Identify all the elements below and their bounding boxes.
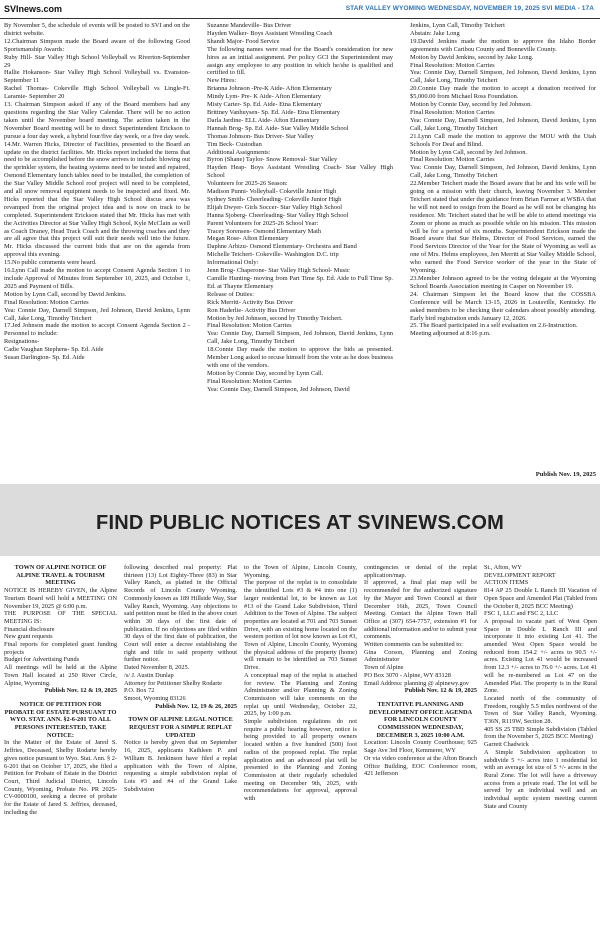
notice-column-4 [364, 564, 477, 778]
minutes-paragraph: Thomas Johnson- Bus Driver- Star Valley [207, 132, 314, 140]
minutes-paragraph: Final Resolution: Motion Carries [410, 108, 495, 116]
minutes-paragraph: 15.No public comments were heard. [4, 259, 97, 267]
notice-body: Financial disclosure [4, 625, 55, 633]
minutes-paragraph: Michelle Teichert- Cokeville- Washington D.C. trip [207, 251, 339, 259]
minutes-paragraph: Final Resolution: Motion Carries [410, 156, 495, 164]
notice-body: contingencies or denial of the replat application/map. [364, 564, 477, 579]
minutes-paragraph: 23.Member Johnson agreed to be the voting delegate at the Wyoming School Boards Association meeting in Casper on November 19. [410, 275, 596, 290]
minutes-paragraph: 21.Lynn Call made the motion to approve the MOU with the Utah Schools For Deaf and Blind. [410, 132, 596, 148]
minutes-paragraph: Motion by Connie Day, second by Jed Johnson. [410, 101, 532, 109]
board-minutes [4, 22, 596, 482]
notice-body: A Simple Subdivision application to subdivide 5 +/- acres into 1 residential lot with an average lot size of 5 +/- acres in the Rural Zone. The lot will have a driveway access from a private road. The lot will be served by an individual well and an individual septic system meeting current State and County [484, 748, 597, 810]
minutes-paragraph: The following names were read for the Board's consideration for new hires as an initial assignment. Per policy GCI the Superintendent may assign any employee to any position in which he/she is qualified and certified to fill. [207, 45, 393, 77]
minutes-paragraph: Final Resolution: Motion Carries [410, 61, 495, 69]
minutes-paragraph: Suzanne Mandeville- Bus Driver [207, 22, 292, 29]
notice-body: If approved, a final plat map will be recommended for the authorized signature by the Mayor and Town Council at their December 16th, 2025, Town Council Meeting. Contact the Alpine Town Hall Office at (307) 654-7757, extension #1 for additional information and/or to submit your comments. [364, 579, 477, 641]
notice-body: In the Matter of the Estate of Jared S. Jeffries, Deceased, Shelby Rodarte hereby gives notice pursuant to Wyo. Stat. Ann. § 2-6-201 that on October 17, 2025, she filed a Petition for Probate of Estate in the District Court, Third Judicial District, Lincoln County, Wyoming, Probate No. PR 2025-CV-0000100, seeking a decree of probate for the Estate of Jared S. Jeffries, deceased, including the [4, 739, 118, 816]
minutes-paragraph: Darla Jardine- ELL Aide- Afton Elementary [207, 116, 320, 124]
page-dateline: STAR VALLEY WYOMING WEDNESDAY, NOVEMBER 19, 2025 SVI MEDIA - 17A [345, 5, 594, 12]
minutes-paragraph: Tracey Sorensen- Osmond Elementary Math [207, 227, 322, 235]
minutes-paragraph: Resignations- [4, 338, 40, 346]
minutes-paragraph: Ruby Hill- Star Valley High School Volleyball vs Riverton-September 29 [4, 53, 190, 69]
notice-line: /s/ J. Austin Dunlap [124, 671, 174, 679]
minutes-paragraph: 16.Lynn Call made the motion to accept Consent Agenda Section 1 to include Approval of Minutes from September 10, 2025, and October 1, 2025 and Payment of Bills. [4, 267, 190, 290]
notice-body: New grant requests [4, 633, 53, 641]
notice-body: 814 AP 25 Double L Ranch III Vacation of Open Space and Amended Plat (Tabled from the October 8, 2025 BCC Meeting) [484, 587, 597, 610]
minutes-paragraph: Yea: Connie Day, Darnell Simpson, Jed Johnson, David Jenkins, Lynn Call, Jake Long, Timothy Teichert [410, 116, 596, 132]
publish-line: Publish Nov. 12, 19 & 26, 2025 [155, 702, 237, 710]
minutes-paragraph: Misty Carter- Sp. Ed. Aide- Etna Elementary [207, 101, 322, 109]
notice-body: Simple subdivision regulations do not require a public hearing however, notice is being provided to all property owners located within a five hundred (500) foot radius of the proposed replat. The replat application and an advanced plat will be presented to the Planning and Zoning Commission at their regularly scheduled meeting on December 9th, 2025, with recommendations for approval, approval with [244, 718, 357, 803]
minutes-paragraph: Informational Only: [207, 259, 259, 267]
minutes-paragraph: Susan Darlington- Sp. Ed. Aide [4, 354, 85, 362]
minutes-paragraph: Volunteers for 2025-26 Season: [207, 180, 288, 188]
minutes-paragraph: Hannah Brog- Sp. Ed. Aide- Star Valley Middle School [207, 124, 349, 132]
notice-body: Budget for Advertising Funds [4, 656, 80, 664]
minutes-paragraph: Yea: Connie Day, Darnell Simpson, Jed Johnson, David Jenkins, Lynn Call, Jake Long, Timothy Teichert [410, 164, 596, 180]
minutes-paragraph: 19.David Jenkins made the motion to approve the Idaho Border agreements with Caribou County and Bonneville County. [410, 37, 596, 53]
publish-line: Publish Nov. 12 & 19, 2025 [404, 687, 477, 695]
minutes-paragraph: Yea: Connie Day, Darnell Simpson, Jed Johnson, David Jenkins, Lynn Call, Jake Long, Timothy Teichert [207, 330, 393, 346]
minutes-paragraph: Yea: Connie Day, Darnell Simpson, Jed Johnson, David Jenkins, Lynn Call, Jake Long, Timothy Teichert [410, 69, 596, 85]
minutes-paragraph: Abstain: Jake Long [410, 29, 460, 37]
notice-body: 405 SS 25 TBD Simple Subdivision (Tabled from the November 5, 2025 BCC Meeting) [484, 725, 597, 741]
notice-body: The purpose of the replat is to consolidate the identified Lots #3 & #4 into one (1) larger residential lot, to be known as Lot #13 of the Grand Lake Subdivision, Third Addition to the Town of Alpine. The subject properties are located at 701 and 703 Sunset Drive, with an existing home located on the western portion of lot now known as Lot #3, Town of Alpine, Lincoln County, Wyoming the physical address of the property (home) will remain to be identified as 703 Sunset Drive. [244, 579, 357, 672]
minutes-paragraph: Madison Punni- Volleyball- Cokeville Junior High [207, 188, 337, 196]
notice-body: All meetings will be held at the Alpine Town Hall located at 250 River Circle, Alpine, Wyoming. [4, 664, 117, 687]
minutes-paragraph: Motion by Jed Johnson, second by Timothy Teichert. [207, 314, 343, 322]
minutes-paragraph: Ron Haderlie- Activity Bus Driver [207, 306, 296, 314]
minutes-paragraph: Megan Rose- Afton Elementary [207, 235, 289, 243]
minutes-paragraph: Jenkins, Lynn Call, Timothy Teichert [410, 22, 505, 29]
notice-line: St., Afton, WY [484, 564, 522, 571]
notice-body: Written comments can be submitted to: [364, 641, 463, 649]
minutes-paragraph: Brianna Johnson -Pre-K Aide- Afton Elementary [207, 85, 332, 93]
minutes-paragraph: Daphne Arbizu- Osmond Elementary- Orchestra and Band [207, 243, 357, 251]
notice-title: NOTICE OF PETITION FOR PROBATE OF ESTATE PURSUANT TO WYO. STAT. ANN. §2-6-201 TO ALL PERSONS INTERESTED, TAKE NOTICE: [4, 700, 117, 739]
notice-body: Final reports for completed grant funding projects [4, 641, 117, 656]
minutes-paragraph: Hayden Heap- Boys Assistant Wrestling Coach- Star Valley High School [207, 164, 393, 180]
notice-body: NOTICE IS HEREBY GIVEN, the Alpine Tourism Board will hold a MEETING ON November 19, 2025 @ 6:00 p.m. [4, 587, 117, 610]
minutes-paragraph: Motion by David Jenkins, second by Jake Long. [410, 53, 534, 61]
minutes-paragraph: 13. Chairman Simpson asked if any of the Board members had any questions regarding the Star Valley Calendar. There will be no action taken until the November board meeting. The action taken in the November Board meeting will be to direct Superintendent Erickson to pursue a four day week, a hybrid four/five day week, or a five day week. [4, 101, 190, 140]
notice-line: PO Box 3070 - Alpine, WY 83128 [364, 671, 451, 679]
minutes-paragraph: 25. The Board participated in a self evaluation on 2.6-Instruction. [410, 322, 578, 330]
minutes-paragraph: Cadie Vaughan Stephens- Sp. Ed. Aide [4, 346, 104, 354]
minutes-column-1 [4, 22, 190, 362]
notice-line: ACTION ITEMS [484, 579, 529, 587]
minutes-paragraph: 22.Member Teichert made the Board aware that he and his wife will be going on a mission with their church, leaving November 3. Member Teichert stated that under the guidance from Brian Farmer at WSBA that he will not need to resign from the Board as he will not be changing his residence. Mr. Teichert stated that he will be able to attend meetings via Zoom or phone as much as possible while on his mission. This mission will be for a period of six months. Superintendent Erickson made the Board aware that Sue Helms, Director of Food Services, earned the Food Services Director of the Year for the State of Wyoming as well as one of Mrs. Helms employees, Jen Merritt at Star Valley Middle School, who earned the Food Service worker of the year in the State of Wyoming. [410, 180, 596, 275]
minutes-paragraph: 24. Chairman Simpson let the Board know that the COSSBA Conference will be March 13-15, 2026 in Louisville, Kentucky. He asked members to be checking their calendars about possibly attending. Early bird registration ends January 12, 2026. [410, 290, 596, 322]
notice-body: Located north of the community of Freedom, roughly 5.5 miles northwest of the Town of Star Valley Ranch, Wyoming. T36N, R119W, Section 28. [484, 694, 597, 726]
minutes-paragraph: Additional Assignments: [207, 148, 271, 156]
minutes-paragraph: 14.Mr. Warren Hicks, Director of Facilities, presented to the Board an update on the district facilities. Mr. Hicks report included the items that need to be accomplished before the snow arrives to include: blowing out the sprinkler system, the heating systems need to be tested and repaired, Osmond Elementary lunch tables need to be installed, the completion of the Star Valley Middle School roof project will need to be completed, and all snow removal equipment needs to be inspected and fixed. Mr. Hicks reported that the Star Valley High School discus area was revamped from the original project idea and is now on track to be completed. Superintendent Erickson stated that Mr. Hicks has met with the Activities Director at Star Valley High School, Kyle McClain as well as Coach Draney, Head Track Coach and the throwing coaches and they are all agree that this project will suit their needs well into the future. Mr. Hicks discussed the current bids that are on the agenda from approval this evening. [4, 140, 190, 259]
notice-body: following described real property: Plat thirteen (13) Lot Eighty-Three (83) in Star Valley Ranch, as platted in the Official Records of Lincoln County Wyoming. Commonly known as 189 Hillside Way, Star Valley Ranch, Wyoming. Any objections to said petition must be filed in the above court within 30 days of the first date of publication. If no objections are filed within 30 days of the first date of publication, the Court will enter a decree establishing the right and title to said property without further notice. [124, 564, 237, 664]
minutes-paragraph: 20.Connie Day made the motion to accept a donation received for $5,000.00 from Michael Ross Foundation. [410, 85, 596, 101]
minutes-paragraph: By November 5, the schedule of events will be posted to SVI and on the district website. [4, 22, 190, 37]
page-header [0, 0, 600, 20]
minutes-paragraph: Tim Beck- Custodian [207, 140, 262, 148]
publish-line: Publish Nov. 12 & 19, 2025 [44, 687, 117, 695]
notice-line: Smoot, Wyoming 83126 [124, 694, 186, 702]
minutes-paragraph: New Hires: [207, 77, 237, 85]
notice-body: A proposal to vacate part of West Open Space in Double L Ranch III and incorporate it into existing Lot 41. The amended West Open Space would be reduced from 154.2 +/- acres to 90.5 +/- acres. Existing Lot 41 would be increased from 12.3 +/- acres to 76.0 +/- acres. Lot 41 will be re-numbered as Lot 47 on the Amended Plat. The property is in the Rural Zone. [484, 617, 597, 695]
minutes-paragraph: Yea: Connie Day, Darnell Simpson, Jed Johnson, David [207, 385, 350, 393]
minutes-paragraph: Final Resolution: Motion Carries [207, 377, 292, 385]
minutes-paragraph: Rick Merritt- Activity Bus Driver [207, 298, 293, 306]
notice-line: DEVELOPMENT REPORT [484, 571, 556, 579]
notice-body: A conceptual map of the replat is attached for review. The Planning and Zoning Administrator and/or Planning & Zoning Commission will take comments on the replat up until Wednesday, October 22, 2025, by 1:00 p.m. [244, 671, 357, 718]
legal-notices [4, 564, 596, 924]
minutes-paragraph: Parent Volunteers for 2025-26 School Year: [207, 219, 319, 227]
notice-column-5 [484, 564, 597, 811]
notice-line: FSC 1, LLC and FSC 2, LLC [484, 610, 559, 618]
minutes-column-3 [410, 22, 596, 482]
minutes-paragraph: 12.Chairman Simpson made the Board aware of the following Good Sportsmanship Awards: [4, 37, 190, 53]
minutes-column-2 [207, 22, 393, 394]
minutes-paragraph: 17.Jed Johnson made the motion to accept Consent Agenda Section 2 - Personnel to include: [4, 322, 190, 338]
notice-column-3 [244, 564, 357, 803]
minutes-column-3-body [410, 22, 596, 338]
notice-column-1 [4, 564, 117, 817]
notice-line: Attorney for Petitioner Shelby Rodarte [124, 679, 222, 687]
minutes-paragraph: Meeting adjourned at 8:16 p.m. [410, 330, 491, 338]
minutes-paragraph: Hallie Hokanson- Star Valley High School Volleyball vs. Evanston- September 11 [4, 69, 190, 85]
minutes-publish-line: Publish Nov. 19, 2025 [535, 471, 596, 478]
minutes-paragraph: Sydney Smith- Cheerleading- Cokeville Junior High [207, 195, 342, 203]
notice-line: Garrett Chadwick [484, 741, 529, 749]
notice-body: Or via video conference at the Afton Branch Office Building, EOC Conference room, 421 Jefferson [364, 754, 477, 778]
notice-body: Notice is hereby given that on September 16, 2025, applicants Kathleen P. and William B. Jenkinson have filed a replat application with the Town of Alpine, requesting a simple subdivision replat of Lots #3 and #4 of the Grand Lake Subdivision [124, 739, 237, 793]
banner-text[interactable]: FIND PUBLIC NOTICES AT SVINEWS.COM [96, 512, 504, 534]
minutes-paragraph: Motion by Lynn Call, second by Jed Johnson. [410, 148, 527, 156]
minutes-paragraph: Brittney Vanhuysen- Sp. Ed. Aide- Etna Elementary [207, 108, 340, 116]
notice-line: Gina Corson, Planning and Zoning Administrator [364, 648, 477, 664]
minutes-paragraph: 18.Connie Day made the motion to approve the bids as presented. Member Long asked to recuse himself from the vote as he does business with one of the vendors. [207, 346, 393, 369]
notice-line: P.O. Box 72 [124, 687, 155, 695]
notice-title: TOWN OF ALPINE NOTICE OF ALPINE TRAVEL & TOURISM MEETING [14, 564, 107, 587]
minutes-paragraph: Hayden Walker- Boys Assistant Wrestling Coach [207, 29, 333, 37]
header-rule [0, 18, 600, 19]
minutes-paragraph: Motion by Lynn Call, second by David Jenkins. [4, 290, 127, 298]
minutes-paragraph: Release of Duties: [207, 290, 254, 298]
minutes-paragraph: Byron (Shane) Taylor- Snow Removal- Star Valley [207, 156, 338, 164]
minutes-paragraph: Elijah Dwyer- Girls Soccer- Star Valley High School [207, 203, 343, 211]
notice-title: TOWN OF ALPINE LEGAL NOTICE REQUEST FOR A SIMPLE REPLAT UPDATED [128, 716, 233, 739]
public-notices-banner [0, 484, 600, 556]
minutes-paragraph: Hanna Sjoberg- Cheerleading- Star Valley High School [207, 211, 349, 219]
minutes-paragraph: Rachel Thomas- Cokeville High School Volleyball vs Lingle-Ft. Laramie- September 20 [4, 85, 190, 101]
notice-line: Dated November 8, 2025. [124, 664, 190, 672]
notice-column-2 [124, 564, 237, 793]
minutes-paragraph: Yea: Connie Day, Darnell Simpson, Jed Johnson, David Jenkins, Lynn Call, Jake Long, Timothy Teichert [4, 306, 190, 322]
minutes-paragraph: Final Resolution: Motion Carries [207, 322, 292, 330]
minutes-paragraph: Mindy Lym- Pre- K Aide- Afton Elementary [207, 93, 321, 101]
minutes-paragraph: Final Resolution: Motion Carries [4, 298, 89, 306]
minutes-paragraph: Jenn Brog- Chaperone- Star Valley High School- Music [207, 267, 350, 275]
notice-title: TENTATIVE PLANNING AND DEVELOPMENT OFFICE AGENDA FOR LINCOLN COUNTY COMMISSION WEDNESDAY, DECEMBER 3, 2025 10:00 A.M. [368, 700, 473, 739]
notice-body: THE PURPOSE OF THE SPECIAL MEETING IS: [4, 610, 117, 625]
notice-body: Location: Lincoln County Courthouse; 925 Sage Ave 3rd Floor, Kemmerer, WY [364, 739, 477, 755]
site-name[interactable]: SVInews.com [4, 4, 63, 14]
minutes-paragraph: Camille Hunting- moving from Part Time Sp. Ed. Aide to Full Time Sp. Ed. at Thayne Elementary [207, 275, 393, 290]
notice-email[interactable]: Email Address: planning @ alpinewy.gov [364, 679, 469, 687]
notice-body: to the Town of Alpine, Lincoln County, Wyoming. [244, 564, 357, 579]
minutes-paragraph: Motion by Connie Day, second by Lynn Call. [207, 369, 324, 377]
minutes-paragraph: Shandi Major- Food Service [207, 37, 280, 45]
notice-line: Town of Alpine [364, 664, 404, 672]
